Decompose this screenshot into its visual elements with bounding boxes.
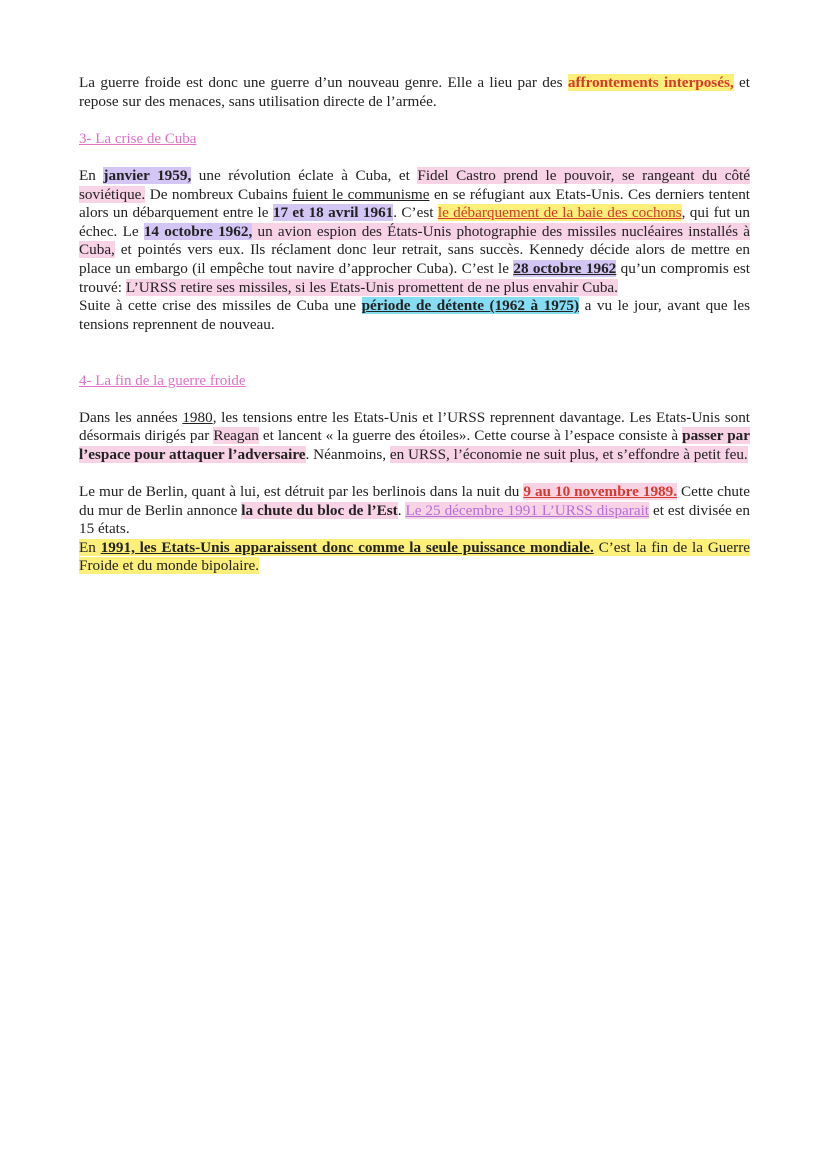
text-run: De nombreux Cubains (145, 185, 293, 203)
text-run: et pointés vers eux. Ils réclament donc leur retrait, sans succès. Kennedy décide alors de mettre en place un embargo (il empêche tout navire d’approcher Cuba). C’est le (79, 241, 750, 277)
text-run: qu’un compromis est trouvé: (79, 259, 750, 296)
text-run: Dans les années (79, 408, 183, 426)
highlight-novembre-1989: 9 au 10 novembre 1989. (523, 483, 678, 501)
text-run: La guerre froide est donc une guerre d’un nouveau genre. Elle a lieu par des (79, 74, 568, 91)
highlight-en: En (79, 538, 101, 556)
text-run: et lancent « la guerre des étoiles». Cette course à l’espace consiste à (258, 427, 683, 445)
intro-paragraph (79, 74, 750, 111)
text-run: et repose sur des menaces, sans utilisation directe de l’armée. (79, 74, 750, 110)
berlin-paragraph (79, 483, 750, 576)
text-run: en se réfugiant aux Etats-Unis. Ces derniers tentent alors un débarquement entre le (79, 185, 751, 222)
highlight-reagan: Reagan (213, 427, 259, 445)
highlight-espace: passer par l’espace pour attaquer l’adversaire (79, 427, 750, 463)
text-run: . C’est (393, 204, 438, 222)
highlight-affrontements: affrontements interposés, (567, 74, 734, 91)
underline-fuient: fuient le communisme (292, 185, 430, 203)
date-14-octobre-1962: 14 octobre 1962, (143, 222, 253, 240)
highlight-economie: en URSS, l’économie ne suit plus, et s’effondre à petit feu. (389, 445, 748, 463)
text-run: . (397, 501, 406, 519)
text-run: Le mur de Berlin, quant à lui, est détruit par les berlinois dans la nuit du (79, 483, 524, 501)
date-janvier-1959: janvier 1959, (103, 166, 192, 184)
text-run: Cette chute du mur de Berlin annonce (79, 483, 750, 519)
text-run: et est divisée en 15 états. (79, 501, 751, 538)
highlight-periode-detente: période de détente (1962 à 1975) (361, 297, 580, 315)
section-heading-fin: 4- La fin de la guerre froide (79, 372, 246, 389)
date-28-octobre-1962: 28 octobre 1962 (513, 259, 617, 277)
text-run: , qui fut un échec. Le (79, 204, 750, 240)
highlight-fin-guerre: C’est la fin de la Guerre Froide et du monde bipolaire. (79, 538, 750, 575)
text-run: En (79, 166, 104, 184)
text-run: , les tensions entre les Etats-Unis et l’URSS reprennent davantage. Les Etats-Unis sont désormais dirigés par (79, 408, 751, 445)
highlight-urss-retire: L’URSS retire ses missiles, si les Etats-Unis promettent de ne plus envahir Cuba. (125, 278, 618, 296)
highlight-chute-bloc: la chute du bloc de l’Est (241, 501, 398, 519)
section-heading-cuba: 3- La crise de Cuba (79, 130, 197, 147)
fin-paragraph (79, 409, 750, 465)
text-run: Suite à cette crise des missiles de Cuba une (79, 297, 362, 315)
highlight-fidel-castro: Fidel Castro prend le pouvoir, se rangeant du côté soviétique. (79, 166, 750, 203)
document-body (79, 74, 750, 576)
text-run: une révolution éclate à Cuba, et (191, 166, 418, 184)
highlight-puissance-mondiale: 1991, les Etats-Unis apparaissent donc comme la seule puissance mondiale. (100, 538, 594, 556)
date-avril-1961: 17 et 18 avril 1961 (272, 204, 394, 222)
text-run: . Néanmoins, (305, 445, 390, 463)
underline-1980: 1980 (182, 408, 213, 426)
highlight-urss-disparait: Le 25 décembre 1991 L’URSS disparait (405, 501, 650, 519)
highlight-baie-cochons: le débarquement de la baie des cochons (437, 204, 682, 222)
highlight-avion-espion: un avion espion des États-Unis photographie des missiles nucléaires installés à Cuba, (79, 222, 750, 259)
cuba-paragraph (79, 167, 750, 334)
text-run: a vu le jour, avant que les tensions reprennent de nouveau. (79, 297, 750, 333)
